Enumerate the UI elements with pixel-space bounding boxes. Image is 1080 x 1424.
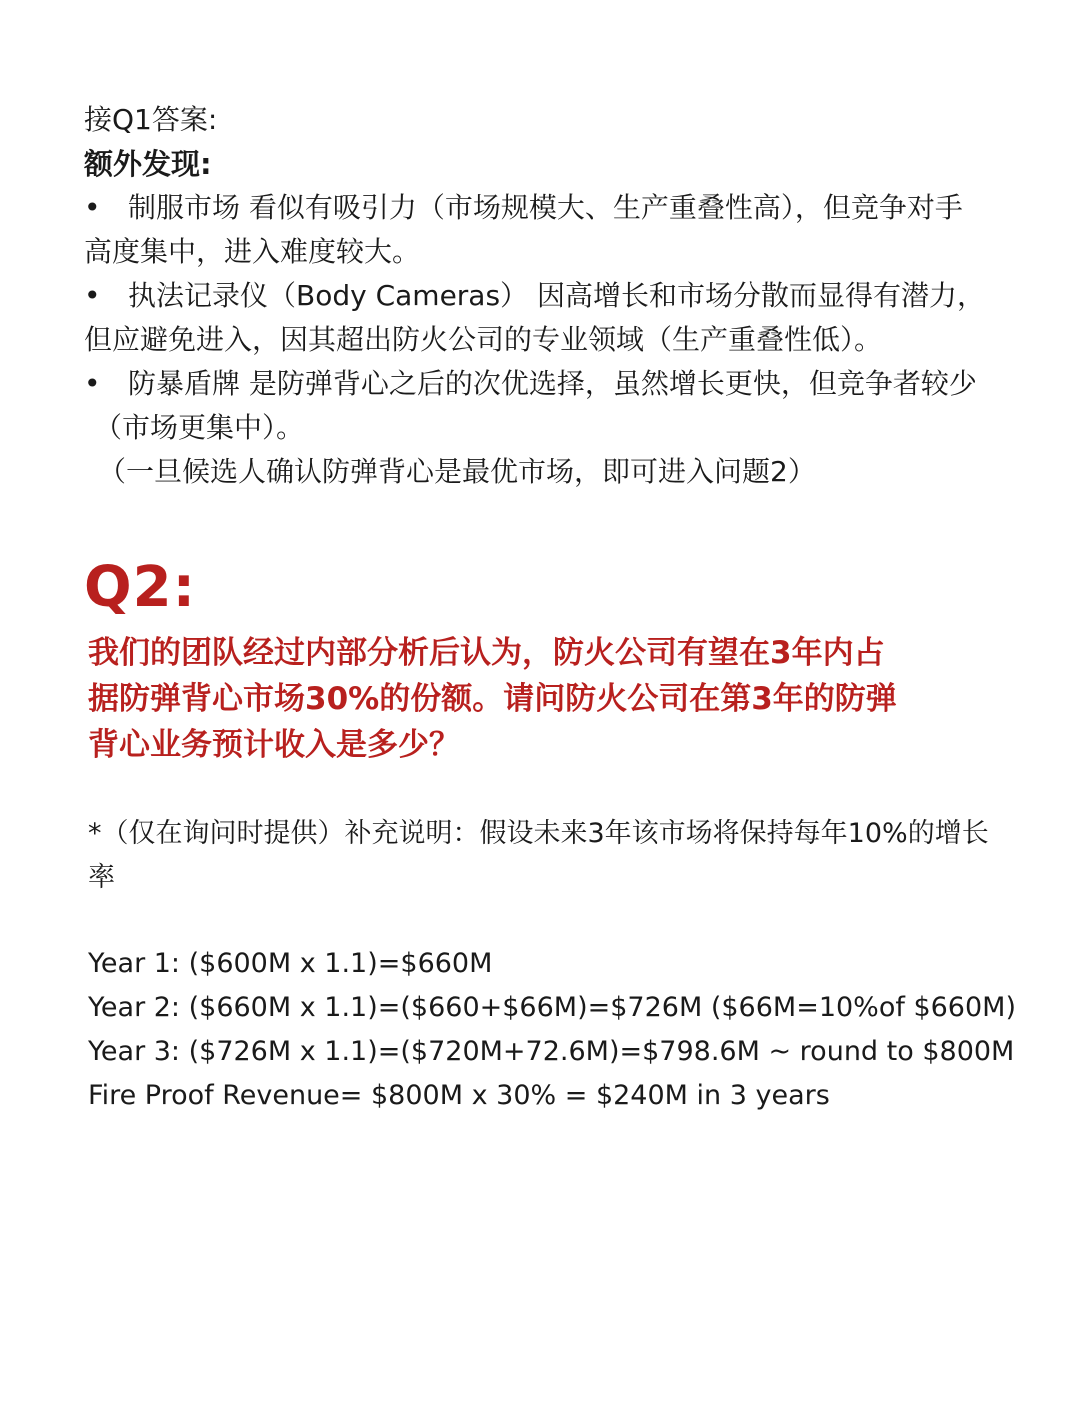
q2-question [88, 630, 1028, 768]
calc-line-year2: Year 2: ($660M x 1.1)=($660+$66M)=$726M ($66M=10%of $660M) [88, 992, 1016, 1023]
bullet-item [84, 274, 1014, 362]
supplement-line1: *（仅在询问时提供）补充说明：假设未来3年该市场将保持每年10%的增长 [88, 818, 989, 849]
calculation-block [88, 942, 1048, 1118]
bullet-text-line2: （市场更集中）。 [94, 411, 305, 444]
q2-question-line: 背心业务预计收入是多少？ [88, 727, 460, 763]
supplement-line2: 率 [88, 862, 115, 893]
additional-findings-heading: 额外发现: [84, 147, 212, 181]
transition-note: （一旦候选人确认防弹背心是最优市场，即可进入问题2） [98, 455, 816, 488]
q2-label: Q2: [84, 555, 196, 620]
q2-question-line: 我们的团队经过内部分析后认为，防火公司有望在3年内占 [88, 635, 885, 671]
bullet-text-line1: 防暴盾牌 是防弹背心之后的次优选择，虽然增长更快，但竞争者较少 [128, 367, 977, 400]
calc-line-revenue: Fire Proof Revenue= $800M x 30% = $240M in 3 years [88, 1080, 830, 1111]
calc-line-year3: Year 3: ($726M x 1.1)=($720M+72.6M)=$798.6M ~ round to $800M [88, 1036, 1015, 1067]
bullet-dot-icon: • [84, 191, 101, 224]
bullet-text-line1: 制服市场 看似有吸引力（市场规模大、生产重叠性高），但竞争对手 [128, 191, 963, 224]
bullet-text-line2: 但应避免进入，因其超出防火公司的专业领域（生产重叠性低）。 [84, 323, 883, 356]
q1-answer-section [84, 98, 1014, 494]
supplement-note [88, 812, 1028, 900]
q2-question-line: 据防弹背心市场30%的份额。请问防火公司在第3年的防弹 [88, 681, 897, 717]
bullet-text-line2: 高度集中，进入难度较大。 [84, 235, 421, 268]
bullet-dot-icon: • [84, 279, 101, 312]
bullet-dot-icon: • [84, 367, 101, 400]
bullet-item [84, 362, 1014, 450]
bullet-text-line1: 执法记录仪（Body Cameras） 因高增长和市场分散而显得有潜力， [128, 279, 985, 312]
section-title: 接Q1答案: [84, 103, 218, 136]
bullet-item [84, 186, 1014, 274]
calc-line-year1: Year 1: ($600M x 1.1)=$660M [88, 948, 493, 979]
